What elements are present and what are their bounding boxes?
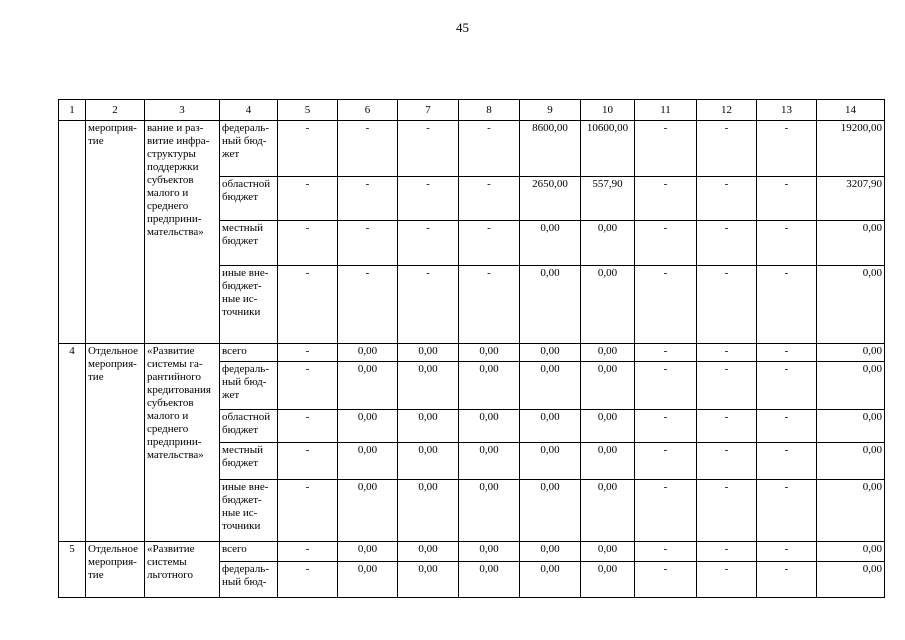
- activity-type: мероприя- тие: [86, 121, 145, 344]
- amount-cell: -: [278, 344, 338, 362]
- amount-cell: -: [635, 177, 697, 221]
- amount-cell: -: [278, 542, 338, 562]
- amount-cell: 0,00: [581, 480, 635, 542]
- amount-cell: 0,00: [817, 443, 885, 480]
- amount-cell: -: [398, 177, 459, 221]
- amount-cell: 0,00: [398, 410, 459, 443]
- amount-cell: 0,00: [338, 410, 398, 443]
- amount-cell: -: [338, 177, 398, 221]
- amount-cell: -: [278, 266, 338, 344]
- column-header: 7: [398, 100, 459, 121]
- funding-source: местный бюджет: [220, 221, 278, 266]
- amount-cell: -: [278, 362, 338, 410]
- amount-cell: -: [697, 480, 757, 542]
- funding-source: иные вне- бюджет- ные ис- точники: [220, 266, 278, 344]
- amount-cell: 0,00: [338, 480, 398, 542]
- column-header: 14: [817, 100, 885, 121]
- amount-cell: 0,00: [398, 362, 459, 410]
- amount-cell: 0,00: [581, 221, 635, 266]
- amount-cell: -: [697, 410, 757, 443]
- amount-cell: 0,00: [520, 562, 581, 598]
- amount-cell: 0,00: [581, 542, 635, 562]
- amount-cell: 0,00: [520, 542, 581, 562]
- amount-cell: -: [635, 362, 697, 410]
- amount-cell: 0,00: [581, 443, 635, 480]
- table-body: [59, 121, 885, 598]
- amount-cell: -: [278, 177, 338, 221]
- amount-cell: 0,00: [459, 410, 520, 443]
- amount-cell: -: [278, 221, 338, 266]
- amount-cell: -: [459, 177, 520, 221]
- amount-cell: -: [635, 542, 697, 562]
- funding-source: всего: [220, 542, 278, 562]
- amount-cell: 0,00: [459, 480, 520, 542]
- column-header: 5: [278, 100, 338, 121]
- amount-cell: 0,00: [817, 344, 885, 362]
- amount-cell: 19200,00: [817, 121, 885, 177]
- page-number: 45: [456, 20, 469, 35]
- amount-cell: -: [757, 443, 817, 480]
- amount-cell: 0,00: [581, 410, 635, 443]
- amount-cell: 0,00: [520, 480, 581, 542]
- activity-name: вание и раз- витие инфра- структуры поддержки субъектов малого и среднего предприни- мательства»: [145, 121, 220, 344]
- amount-cell: -: [757, 362, 817, 410]
- amount-cell: -: [635, 344, 697, 362]
- amount-cell: -: [459, 121, 520, 177]
- amount-cell: -: [635, 562, 697, 598]
- row-index: [59, 121, 86, 344]
- amount-cell: 0,00: [459, 542, 520, 562]
- amount-cell: 0,00: [817, 480, 885, 542]
- funding-source: областной бюджет: [220, 410, 278, 443]
- column-header: 11: [635, 100, 697, 121]
- amount-cell: -: [757, 266, 817, 344]
- amount-cell: -: [459, 266, 520, 344]
- amount-cell: -: [697, 221, 757, 266]
- funding-source: федераль- ный бюд-: [220, 562, 278, 598]
- funding-source: федераль- ный бюд- жет: [220, 121, 278, 177]
- amount-cell: 0,00: [338, 562, 398, 598]
- amount-cell: 0,00: [338, 542, 398, 562]
- row-index: 5: [59, 542, 86, 598]
- budget-table: [58, 99, 885, 598]
- amount-cell: 0,00: [520, 362, 581, 410]
- column-header: 6: [338, 100, 398, 121]
- amount-cell: -: [697, 344, 757, 362]
- table-row: [59, 121, 885, 177]
- amount-cell: 0,00: [817, 362, 885, 410]
- amount-cell: -: [697, 362, 757, 410]
- amount-cell: -: [398, 266, 459, 344]
- amount-cell: 0,00: [581, 266, 635, 344]
- amount-cell: -: [757, 542, 817, 562]
- amount-cell: -: [338, 121, 398, 177]
- amount-cell: -: [635, 121, 697, 177]
- column-header: 2: [86, 100, 145, 121]
- amount-cell: -: [459, 221, 520, 266]
- amount-cell: 0,00: [520, 443, 581, 480]
- amount-cell: 0,00: [338, 344, 398, 362]
- column-header: 9: [520, 100, 581, 121]
- amount-cell: -: [278, 121, 338, 177]
- amount-cell: -: [757, 121, 817, 177]
- column-header: 10: [581, 100, 635, 121]
- amount-cell: 3207,90: [817, 177, 885, 221]
- amount-cell: 0,00: [817, 410, 885, 443]
- table-row: [59, 344, 885, 362]
- header-row: [59, 100, 885, 121]
- activity-type: Отдельное мероприя- тие: [86, 344, 145, 542]
- amount-cell: 0,00: [398, 480, 459, 542]
- amount-cell: -: [398, 221, 459, 266]
- amount-cell: 0,00: [338, 362, 398, 410]
- amount-cell: -: [757, 562, 817, 598]
- amount-cell: 0,00: [338, 443, 398, 480]
- amount-cell: -: [635, 480, 697, 542]
- amount-cell: 0,00: [520, 266, 581, 344]
- amount-cell: -: [278, 410, 338, 443]
- amount-cell: -: [757, 221, 817, 266]
- column-header: 3: [145, 100, 220, 121]
- amount-cell: 0,00: [581, 344, 635, 362]
- amount-cell: -: [338, 221, 398, 266]
- amount-cell: -: [697, 443, 757, 480]
- amount-cell: 0,00: [398, 562, 459, 598]
- amount-cell: 0,00: [459, 362, 520, 410]
- column-header: 12: [697, 100, 757, 121]
- amount-cell: 0,00: [459, 344, 520, 362]
- amount-cell: 0,00: [398, 542, 459, 562]
- amount-cell: 0,00: [817, 266, 885, 344]
- amount-cell: 557,90: [581, 177, 635, 221]
- activity-type: Отдельное мероприя- тие: [86, 542, 145, 598]
- amount-cell: 0,00: [520, 221, 581, 266]
- amount-cell: -: [278, 480, 338, 542]
- amount-cell: 10600,00: [581, 121, 635, 177]
- amount-cell: 0,00: [581, 362, 635, 410]
- funding-source: областной бюджет: [220, 177, 278, 221]
- amount-cell: -: [697, 121, 757, 177]
- amount-cell: -: [398, 121, 459, 177]
- amount-cell: 0,00: [817, 221, 885, 266]
- amount-cell: 0,00: [459, 443, 520, 480]
- column-header: 8: [459, 100, 520, 121]
- funding-source: федераль- ный бюд- жет: [220, 362, 278, 410]
- amount-cell: -: [635, 443, 697, 480]
- activity-name: «Развитие системы га- рантийного кредитования субъектов малого и среднего предприни- мательства»: [145, 344, 220, 542]
- amount-cell: -: [635, 221, 697, 266]
- amount-cell: 0,00: [398, 443, 459, 480]
- amount-cell: 0,00: [520, 410, 581, 443]
- funding-source: всего: [220, 344, 278, 362]
- amount-cell: -: [757, 410, 817, 443]
- amount-cell: 8600,00: [520, 121, 581, 177]
- amount-cell: -: [278, 443, 338, 480]
- column-header: 4: [220, 100, 278, 121]
- amount-cell: -: [697, 177, 757, 221]
- amount-cell: -: [697, 266, 757, 344]
- amount-cell: 0,00: [817, 542, 885, 562]
- amount-cell: -: [757, 480, 817, 542]
- column-header: 1: [59, 100, 86, 121]
- amount-cell: 0,00: [398, 344, 459, 362]
- table-row: [59, 542, 885, 562]
- amount-cell: 0,00: [459, 562, 520, 598]
- funding-source: местный бюджет: [220, 443, 278, 480]
- amount-cell: 2650,00: [520, 177, 581, 221]
- amount-cell: -: [697, 542, 757, 562]
- activity-name: «Развитие системы льготного: [145, 542, 220, 598]
- amount-cell: -: [635, 266, 697, 344]
- amount-cell: -: [697, 562, 757, 598]
- amount-cell: -: [757, 177, 817, 221]
- amount-cell: 0,00: [581, 562, 635, 598]
- amount-cell: -: [757, 344, 817, 362]
- amount-cell: 0,00: [520, 344, 581, 362]
- amount-cell: -: [338, 266, 398, 344]
- column-header: 13: [757, 100, 817, 121]
- amount-cell: -: [635, 410, 697, 443]
- amount-cell: 0,00: [817, 562, 885, 598]
- amount-cell: -: [278, 562, 338, 598]
- funding-source: иные вне- бюджет- ные ис- точники: [220, 480, 278, 542]
- row-index: 4: [59, 344, 86, 542]
